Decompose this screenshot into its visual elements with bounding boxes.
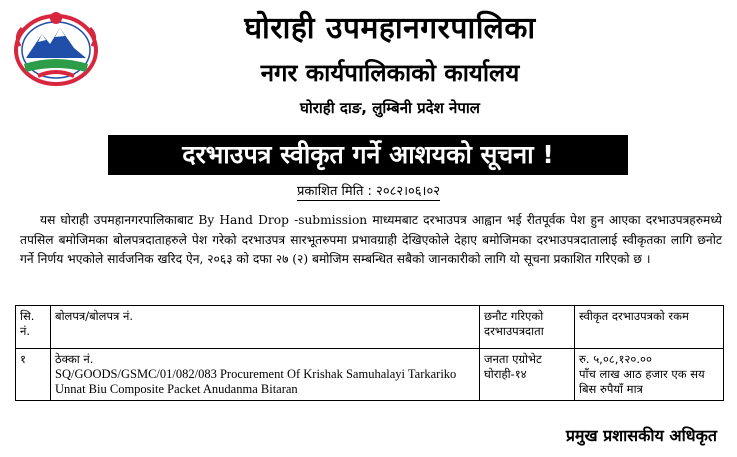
contract-description: SQ/GOODS/GSMC/01/082/083 Procurement Of Krishak Samuhalayi Tarkariko Unnat Biu Composite Packet Anudanma Bitaran <box>55 367 457 396</box>
row-contract <box>51 349 480 401</box>
notice-title-banner <box>108 135 628 175</box>
published-date-line <box>0 181 737 199</box>
table-header-row <box>16 306 724 349</box>
amount-words: पाँच लाख आठ हजार एक सय बिस रुपैयाँ मात्र <box>579 367 705 396</box>
header-bid: बोलपत्र/बोलपत्र नं. <box>51 306 480 349</box>
row-bidder: जनता एग्रोभेट घोराही-१४ <box>480 349 575 401</box>
amount-figure: रु. ५,०८,१२०.०० <box>579 352 652 366</box>
office-address: घोराही दाङ, लुम्बिनी प्रदेश नेपाल <box>300 99 480 117</box>
header-sn: सि. नं. <box>16 306 51 349</box>
organization-name: घोराही उपमहानगरपालिका <box>244 11 536 46</box>
row-sn: १ <box>16 349 51 401</box>
signatory-title: प्रमुख प्रशासकीय अधिकृत <box>565 426 717 445</box>
contract-label: ठेक्का नं. <box>55 352 94 366</box>
published-date: प्रकाशित मिति : २०८२।०६।०२ <box>297 184 440 199</box>
notice-title: दरभाउपत्र स्वीकृत गर्ने आशयको सूचना ! <box>182 140 554 169</box>
notice-body <box>20 211 722 270</box>
table-row <box>16 349 724 401</box>
row-amount <box>575 349 724 401</box>
bid-table <box>15 305 724 401</box>
header-selected-bidder: छनौट गरिएको दरभाउपत्रदाता <box>480 306 575 349</box>
header-approved-amount: स्वीकृत दरभाउपत्रको रकम <box>575 306 724 349</box>
notice-body-text: यस घोराही उपमहानगरपालिकाबाट By Hand Drop -submission माध्यमबाट दरभाउपत्र आह्वान भई रीतपूर्वक पेश हुन आएका दरभाउपत्रहरुमध्ये तपसिल बमोजिमका बोलपत्रदाताहरुले पेश गरेको दरभाउपत्र सारभूतरुपमा प्रभावग्राही देखिएकोले देहाए बमोजिमका दरभाउपत्रदातालाई स्वीकृतका लागि छनोट गर्ने निर्णय भएकोले सार्वजनिक खरिद ऐन, २०६३ को दफा २७ (२) बमोजिम सम्बन्धित सबैको जानकारीको लागि यो सूचना प्रकाशित गरिएको छ । <box>20 213 722 266</box>
office-name: नगर कार्यपालिकाको कार्यालय <box>260 59 520 87</box>
